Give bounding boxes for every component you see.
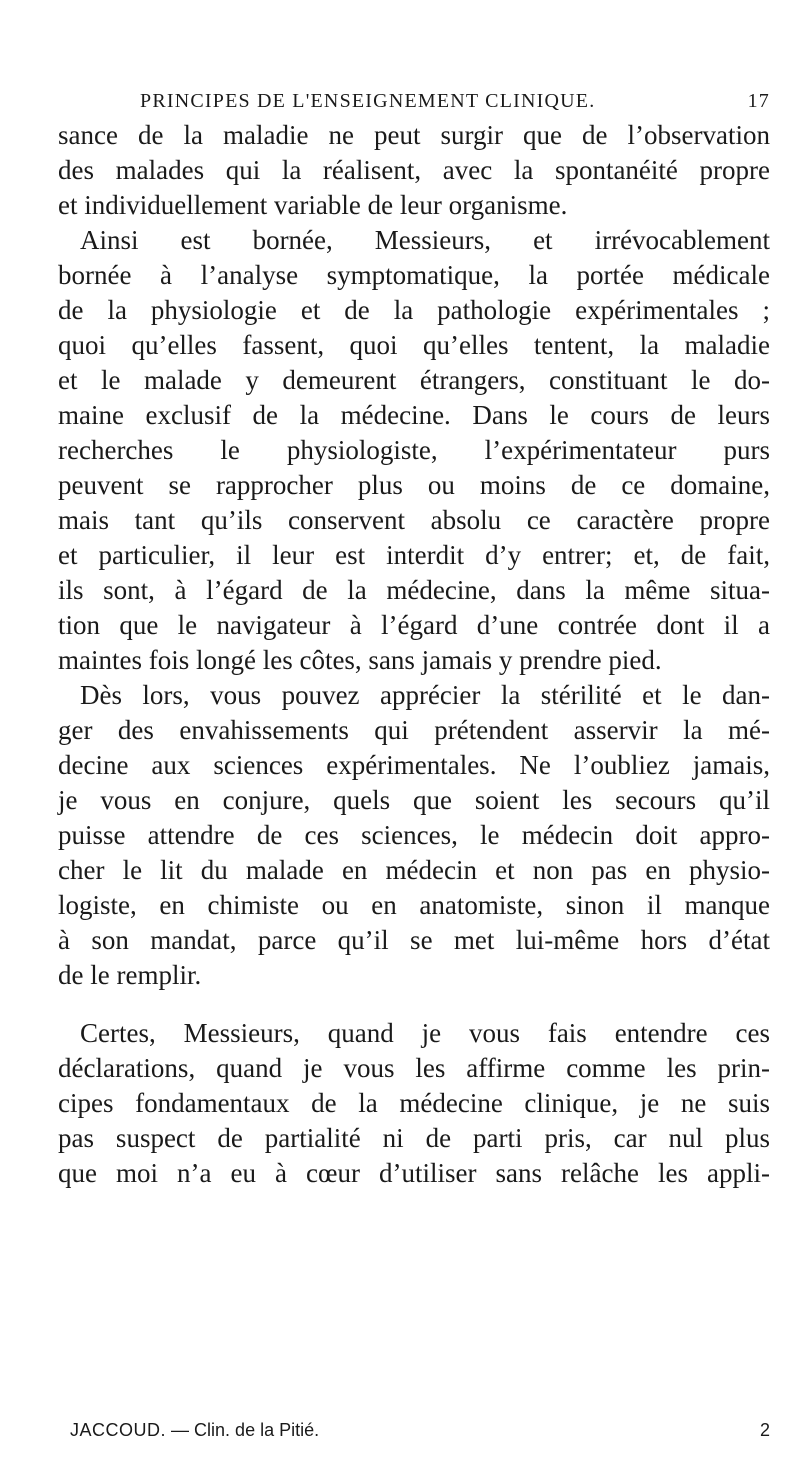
footer-credit (70, 1420, 319, 1441)
text-line: quoi qu’elles fassent, quoi qu’elles tentent, la maladie (58, 330, 770, 360)
page-footer (70, 1420, 770, 1446)
page-number: 17 (747, 90, 770, 112)
text-line: et le malade y demeurent étrangers, constituant le do- (58, 365, 770, 395)
text-line: que moi n’a eu à cœur d’utiliser sans relâche les appli- (58, 1158, 770, 1188)
text-line: ger des envahissements qui prétendent asservir la mé- (58, 715, 770, 745)
text-line: bornée à l’analyse symptomatique, la portée médicale (58, 260, 770, 290)
text-line: déclarations, quand je vous les affirme comme les prin- (58, 1053, 770, 1083)
text-line: recherches le physiologiste, l’expérimentateur purs (58, 435, 770, 465)
text-line: et individuellement variable de leur organisme. (58, 190, 568, 220)
text-line: cher le lit du malade en médecin et non pas en physio- (58, 855, 770, 885)
paragraph-gap (58, 993, 770, 1016)
paragraph-start-line: Certes, Messieurs, quand je vous fais entendre ces (80, 1018, 770, 1048)
paragraph-start-line: Dès lors, vous pouvez apprécier la stérilité et le dan- (80, 680, 770, 710)
footer-author: JACCOUD. (70, 1420, 167, 1440)
text-line: maintes fois longé les côtes, sans jamais y prendre pied. (58, 645, 662, 675)
running-head (60, 90, 770, 116)
text-line: de la physiologie et de la pathologie expérimentales ; (58, 295, 770, 325)
running-title: PRINCIPES DE L'ENSEIGNEMENT CLINIQUE. (140, 90, 596, 112)
footer-source: Clin. de la Pitié. (194, 1420, 320, 1440)
text-line: cipes fondamentaux de la médecine clinique, je ne suis (58, 1088, 770, 1118)
footer-separator: — (171, 1420, 190, 1440)
text-line: peuvent se rapprocher plus ou moins de ce domaine, (58, 470, 770, 500)
text-line: pas suspect de partialité ni de parti pris, car nul plus (58, 1123, 770, 1153)
text-line: maine exclusif de la médecine. Dans le cours de leurs (58, 400, 770, 430)
paragraph-start-line: Ainsi est bornée, Messieurs, et irrévocablement (80, 225, 770, 255)
text-line: tion que le navigateur à l’égard d’une contrée dont il a (58, 610, 770, 640)
signature-mark: 2 (759, 1420, 770, 1440)
text-line: à son mandat, parce qu’il se met lui-même hors d’état (58, 925, 770, 955)
text-line: ils sont, à l’égard de la médecine, dans la même situa- (58, 575, 770, 605)
text-line: puisse attendre de ces sciences, le médecin doit appro- (58, 820, 770, 850)
text-line: je vous en conjure, quels que soient les secours qu’il (58, 785, 770, 815)
text-line: mais tant qu’ils conservent absolu ce caractère propre (58, 505, 770, 535)
text-line: de le remplir. (58, 960, 202, 990)
text-line: logiste, en chimiste ou en anatomiste, sinon il manque (58, 890, 770, 920)
body-text (58, 118, 770, 1191)
text-line: et particulier, il leur est interdit d’y entrer; et, de fait, (58, 540, 770, 570)
text-line: decine aux sciences expérimentales. Ne l’oubliez jamais, (58, 750, 770, 780)
text-line: des malades qui la réalisent, avec la spontanéité propre (58, 155, 770, 185)
text-line: sance de la maladie ne peut surgir que de l’observation (58, 120, 770, 150)
